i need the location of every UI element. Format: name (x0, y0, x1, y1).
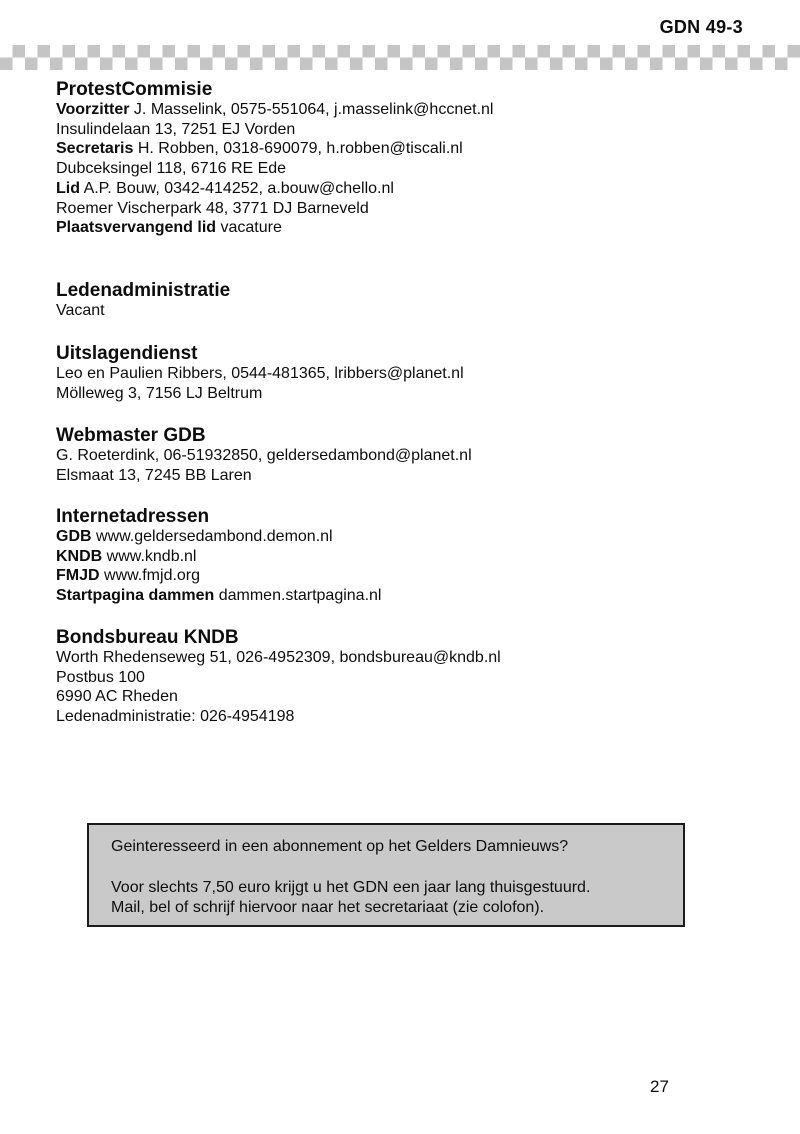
document-header-ref: GDN 49-3 (659, 17, 743, 37)
section-heading-protestcommisie: ProtestCommisie (56, 79, 213, 100)
contact-line: 6990 AC Rheden (56, 688, 178, 706)
contact-line: G. Roeterdink, 06-51932850, geldersedambond@planet.nl (56, 447, 472, 464)
internet-address-line: FMJD www.fmjd.org (56, 567, 201, 585)
internet-address-line: KNDB www.kndb.nl (56, 547, 197, 565)
contact-line: Secretaris H. Robben, 0318-690079, h.robben@tiscali.nl (56, 140, 463, 158)
subscription-box (87, 823, 685, 927)
contact-line: Leo en Paulien Ribbers, 0544-481365, lribbers@planet.nl (56, 365, 464, 382)
section-webmaster-gdb (56, 425, 706, 485)
section-heading-webmaster-gdb: Webmaster GDB (56, 425, 206, 446)
checkerboard-band-decoration (0, 45, 800, 70)
section-heading-ledenadministratie: Ledenadministratie (56, 280, 231, 301)
contact-line: Ledenadministratie: 026-4954198 (56, 708, 295, 726)
subscription-offer-line: Mail, bel of schrijf hiervoor naar het secretariaat (zie colofon). (111, 899, 545, 916)
section-ledenadministratie (56, 280, 706, 321)
page-number: 27 (650, 1077, 669, 1096)
internet-address-line: GDB www.geldersedambond.demon.nl (56, 528, 333, 545)
contact-line: Mölleweg 3, 7156 LJ Beltrum (56, 384, 263, 402)
internet-address-line: Startpagina dammen dammen.startpagina.nl (56, 587, 382, 605)
contact-line: Elsmaat 13, 7245 BB Laren (56, 466, 252, 484)
section-bondsbureau-kndb (56, 627, 706, 727)
contact-line: Postbus 100 (56, 668, 145, 686)
contact-line: Dubceksingel 118, 6716 RE Ede (56, 160, 287, 178)
contact-line: Vacant (56, 302, 105, 319)
subscription-question: Geinteresseerd in een abonnement op het Gelders Damnieuws? (111, 838, 569, 855)
contact-line: Roemer Vischerpark 48, 3771 DJ Barneveld (56, 199, 369, 217)
contact-line: Plaatsvervangend lid vacature (56, 219, 282, 237)
section-heading-internetadressen: Internetadressen (56, 506, 210, 527)
subscription-offer-line: Voor slechts 7,50 euro krijgt u het GDN een jaar lang thuisgestuurd. (111, 878, 591, 896)
section-heading-bondsbureau-kndb: Bondsbureau KNDB (56, 627, 239, 648)
contact-line: Lid A.P. Bouw, 0342-414252, a.bouw@chello.nl (56, 179, 394, 197)
section-heading-uitslagendienst: Uitslagendienst (56, 343, 198, 364)
contact-line: Voorzitter J. Masselink, 0575-551064, j.masselink@hccnet.nl (56, 101, 494, 118)
section-protestcommisie (56, 79, 706, 238)
contact-line: Worth Rhedenseweg 51, 026-4952309, bondsbureau@kndb.nl (56, 649, 501, 666)
section-internetadressen (56, 506, 706, 606)
contact-line: Insulindelaan 13, 7251 EJ Vorden (56, 120, 296, 138)
section-uitslagendienst (56, 343, 706, 403)
